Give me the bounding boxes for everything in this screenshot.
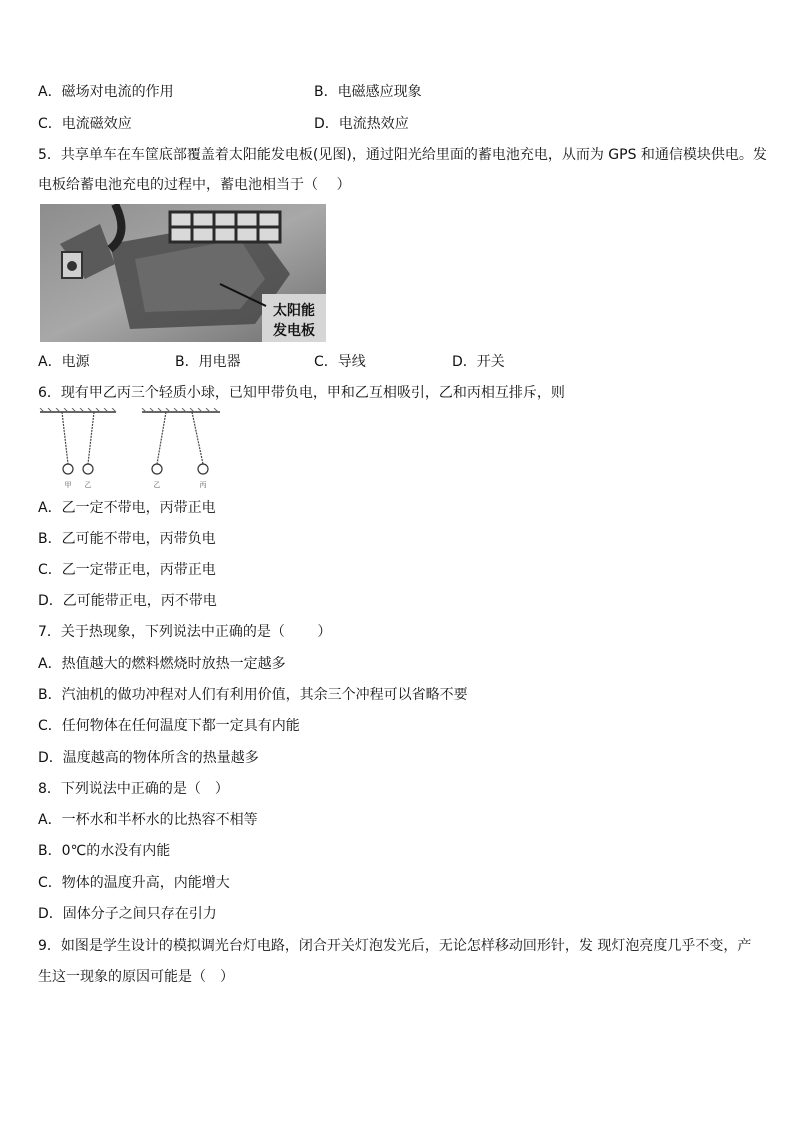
ball-label-yi-left: 乙 bbox=[84, 481, 92, 489]
q8-option-c: C．物体的温度升高，内能增大 bbox=[38, 875, 230, 891]
q7-option-b: B．汽油机的做功冲程对人们有利用价值，其余三个冲程可以省略不要 bbox=[38, 687, 468, 703]
figure-label-line-2: 发电板 bbox=[273, 323, 315, 339]
q6-option-c: C．乙一定带正电，丙带正电 bbox=[38, 562, 216, 578]
q5-option-d: D．开关 bbox=[452, 354, 505, 370]
q9-stem-line-1: 9．如图是学生设计的模拟调光台灯电路，闭合开关灯泡发光后，无论怎样移动回形针，发 现灯泡亮度几乎不变，产 bbox=[38, 938, 752, 954]
q4-option-a: A．磁场对电流的作用 bbox=[38, 84, 174, 100]
q6-stem: 6．现有甲乙丙三个轻质小球，已知甲带负电，甲和乙互相吸引，乙和丙相互排斥，则 bbox=[38, 385, 565, 401]
ball-label-jia: 甲 bbox=[64, 481, 72, 489]
q6-option-b: B．乙可能不带电，丙带负电 bbox=[38, 531, 216, 547]
q5-stem-line-2: 电板给蓄电池充电的过程中，蓄电池相当于（ ） bbox=[38, 177, 351, 193]
q9-stem-line-2: 生这一现象的原因可能是（ ） bbox=[38, 969, 234, 985]
q7-option-a: A．热值越大的燃料燃烧时放热一定越多 bbox=[38, 656, 286, 672]
q8-stem: 8．下列说法中正确的是（ ） bbox=[38, 781, 229, 797]
q7-option-c: C．任何物体在任何温度下都一定具有内能 bbox=[38, 718, 300, 734]
q5-option-a: A．电源 bbox=[38, 354, 90, 370]
q4-option-d: D．电流热效应 bbox=[314, 116, 409, 132]
q5-stem-line-1: 5．共享单车在车筐底部覆盖着太阳能发电板(见图)，通过阳光给里面的蓄电池充电，从而为 GPS 和通信模块供电。发 bbox=[38, 147, 767, 163]
ball-label-yi-right: 乙 bbox=[153, 481, 161, 489]
ball-label-bing: 丙 bbox=[199, 481, 207, 489]
q4-option-b: B．电磁感应现象 bbox=[314, 84, 422, 100]
pendulum-balls-figure bbox=[38, 408, 224, 492]
q6-option-a: A．乙一定不带电，丙带正电 bbox=[38, 500, 216, 516]
q5-option-b: B．用电器 bbox=[175, 354, 241, 370]
q4-option-c: C．电流磁效应 bbox=[38, 116, 132, 132]
q7-stem: 7．关于热现象，下列说法中正确的是（ ） bbox=[38, 624, 332, 640]
solar-panel-basket-photo bbox=[40, 204, 326, 342]
q6-option-d: D．乙可能带正电，丙不带电 bbox=[38, 593, 217, 609]
figure-label-line-1: 太阳能 bbox=[273, 303, 315, 319]
q7-option-d: D．温度越高的物体所含的热量越多 bbox=[38, 750, 259, 766]
q8-option-a: A．一杯水和半杯水的比热容不相等 bbox=[38, 812, 258, 828]
q8-option-d: D．固体分子之间只存在引力 bbox=[38, 906, 217, 922]
q5-option-c: C．导线 bbox=[314, 354, 366, 370]
q8-option-b: B．0℃的水没有内能 bbox=[38, 843, 171, 859]
